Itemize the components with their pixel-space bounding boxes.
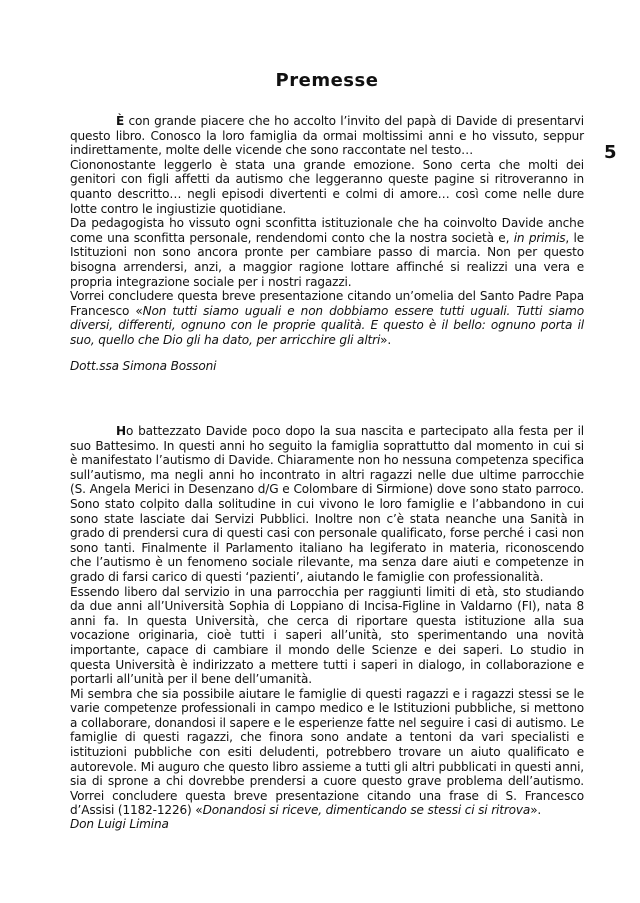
- paragraph: [70, 114, 584, 158]
- italic-text: in primis: [513, 230, 566, 245]
- signature: Don Luigi Limina: [70, 817, 169, 832]
- paragraph-text: o battezzato Davide poco dopo la sua nascita e partecipato alla festa per il suo Battesimo. In questi anni ho seguito la famiglia soprattutto dal momento in cui si è manifestato l’autismo di Davide. Chiaramente non ho nessuna competenza specifica sull’autismo, ma negli anni ho incontrato in altri ragazzi nelle due ultime parrocchie (S. Angela Merici in Desenzano d/G e Colombare di Sirmione) dove sono stato parroco. Sono stato colpito dalla solitudine in cui vivono le loro famiglie e l’abbandono in cui sono state lasciate dai Servizi Pubblici. Inoltre non c’è stata neanche una Sanità in grado di prendersi cura di questi casi con personale qualificato, forse perché i casi non sono tanti. Finalmente il Parlamento italiano ha legiferato in materia, riconoscendo che l’autismo è un fenomeno sociale rilevante, ma senza dare aiuti e competenze in grado di farsi carico di questi ‘pazienti’, aiutando le famiglie con professionalità.: [70, 424, 584, 584]
- preface-section-limina: [70, 424, 584, 832]
- paragraph: [70, 289, 584, 347]
- paragraph-text: ».: [380, 332, 392, 347]
- page-title: Premesse: [275, 70, 379, 91]
- paragraph: [70, 216, 584, 289]
- initial-letter: H: [116, 424, 126, 438]
- paragraph-text: Da pedagogista ho vissuto ogni sconfitta istituzionale che ha coinvolto Davide anche come una sconfitta personale, rendendomi conto che la nostra società e,: [70, 216, 584, 245]
- signature: Dott.ssa Simona Bossoni: [70, 358, 217, 373]
- quote-text: Non tutti siamo uguali e non dobbiamo essere tutti uguali. Tutti siamo diversi, differenti, ognuno con le proprie qualità. E questo è il bello: ognuno porta il suo, quello che Dio gli ha dato, per arricchire gli altri: [70, 303, 584, 347]
- paragraph-text: ».: [530, 803, 542, 818]
- paragraph: [70, 424, 584, 585]
- paragraph-text: Vorrei concludere questa breve presentazione citando un’omelia del Santo Padre Papa Francesco «: [70, 289, 584, 318]
- preface-section-bossoni: [70, 114, 584, 373]
- quote-text: Donandosi si riceve, dimenticando se stessi ci si ritrova: [202, 803, 531, 818]
- initial-letter: È: [116, 114, 125, 128]
- paragraph-text: , le Istituzioni non sono ancora pronte per cambiare passo di marcia. Non per questo bisogna arrendersi, anzi, a maggior ragione lottare affinché si realizzi una vera e propria integrazione sociale per i nostri ragazzi.: [70, 230, 584, 289]
- paragraph-text: Mi sembra che sia possibile aiutare le famiglie di questi ragazzi e i ragazzi stessi se le varie competenze professionali in campo medico e le Istituzioni pubbliche, si mettono a collaborare, donandosi il sapere e le esperienze fatte nel seguire i casi di autismo. Le famiglie di questi ragazzi, che finora sono andate a tentoni da vari specialisti e istituzioni pubbliche con esiti deludenti, potrebbero trovare un aiuto qualificato e autorevole. Mi auguro che questo libro assieme a tutti gli altri pubblicati in questi anni, sia di sprone a chi dovrebbe prendersi a cuore questo grave problema dell’autismo. Vorrei concludere questa breve presentazione citando una frase di S. Francesco d’Assisi (1182-1226) «: [70, 686, 584, 818]
- page-number: 5: [604, 142, 617, 163]
- paragraph-text: con grande piacere che ho accolto l’invito del papà di Davide di presentarvi questo libro. Conosco la loro famiglia da ormai moltissimi anni e ho vissuto, seppur indirettamente, molte delle vicende che sono raccontate nel testo…: [70, 114, 584, 158]
- paragraph: [70, 687, 584, 818]
- paragraph: Essendo libero dal servizio in una parrocchia per raggiunti limiti di età, sto studiando da due anni all’Università Sophia di Loppiano di Incisa-Figline in Valdarno (FI), nata 8 anni fa. In questa Università, che cerca di riportare questa istituzione alla sua vocazione originaria, cioè tutti i saperi all’unità, sto sperimentando una novità importante, capace di cambiare il mondo delle Scienze e dei saperi. Lo studio in questa Università è indirizzato a mettere tutti i saperi in dialogo, in collaborazione e portarli all’unità per il bene dell’umanità.: [70, 584, 584, 687]
- paragraph: Ciononostante leggerlo è stata una grande emozione. Sono certa che molti dei genitori con figli affetti da autismo che leggeranno queste pagine si ritroveranno in quanto descritto… negli episodi divertenti e colmi di amore… così come nelle dure lotte contro le ingiustizie quotidiane.: [70, 157, 584, 216]
